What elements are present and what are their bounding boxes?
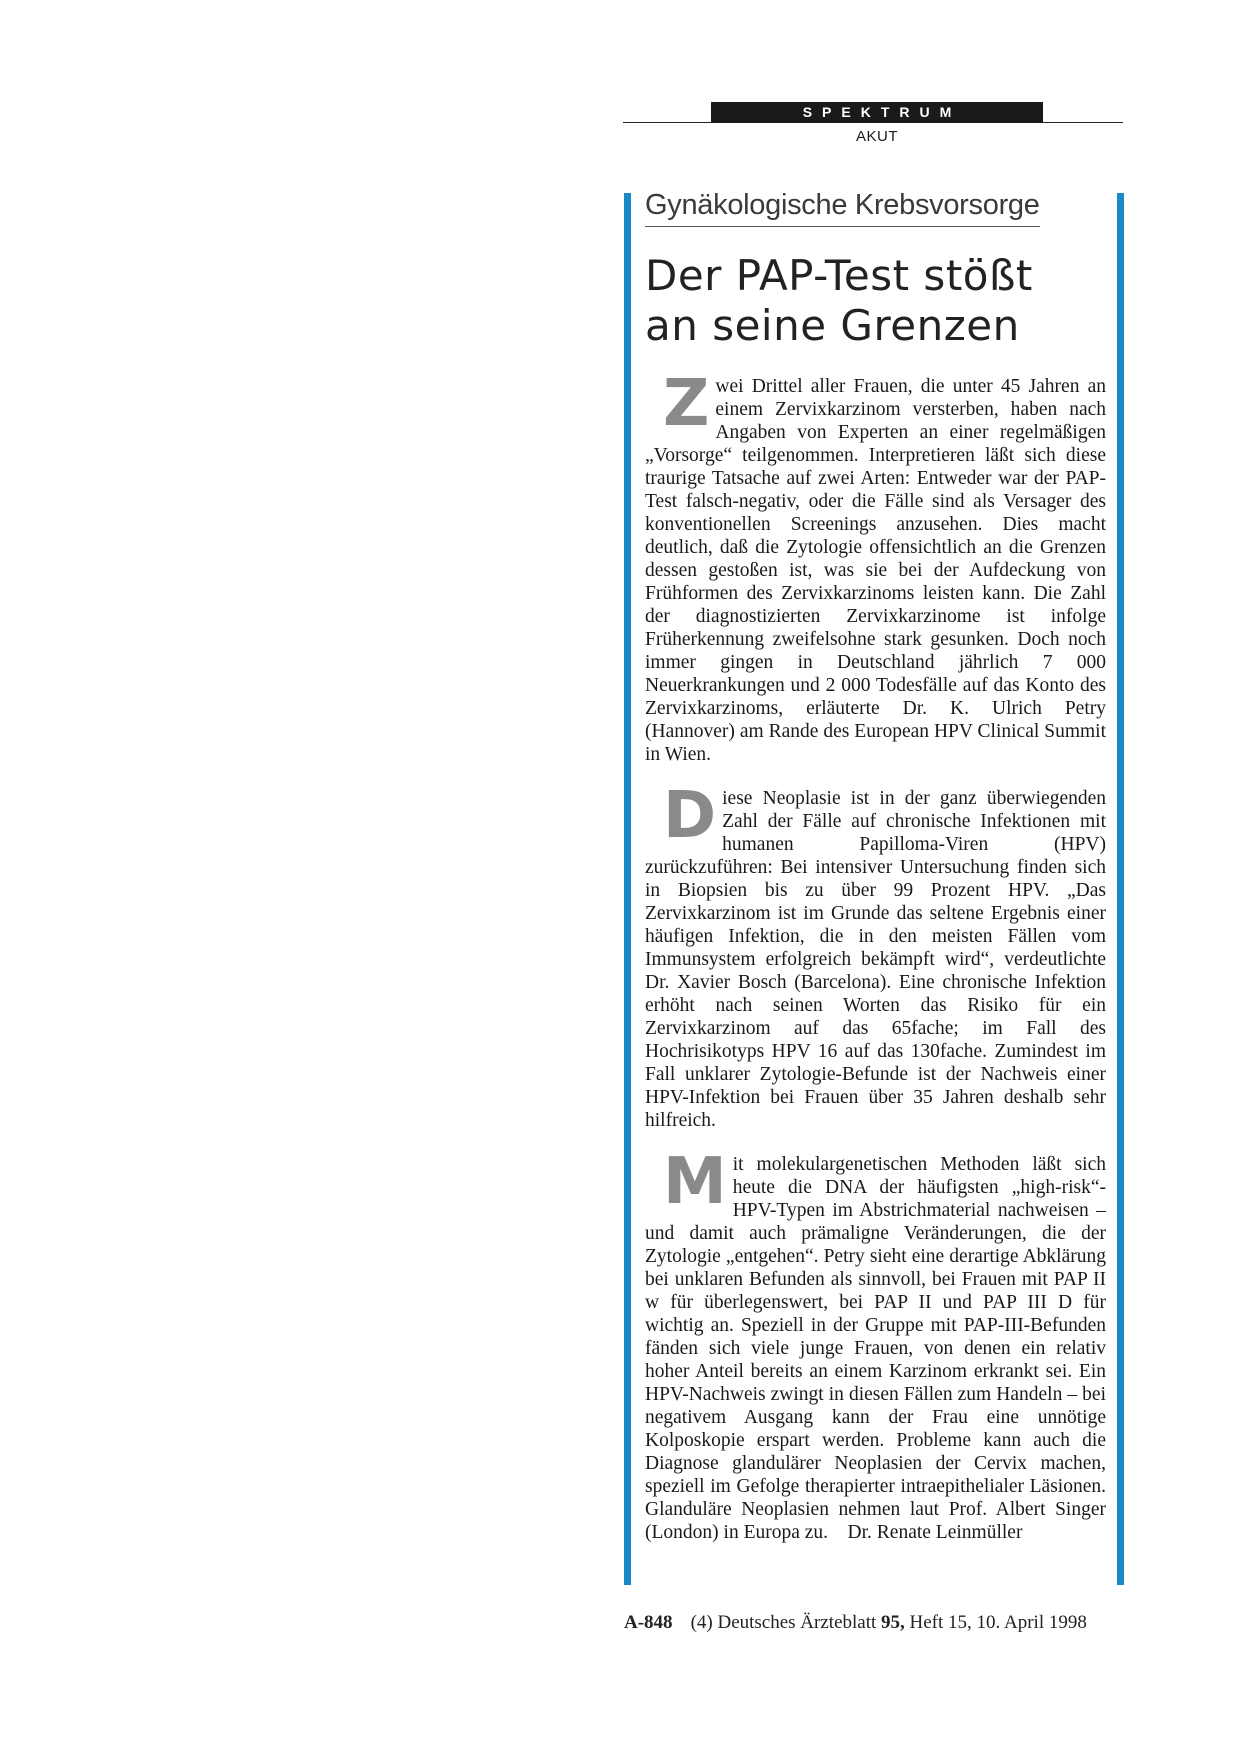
drop-cap: Z	[663, 367, 710, 441]
volume-number: 95,	[881, 1612, 905, 1633]
article-content	[645, 189, 1106, 1565]
author-name: Dr. Renate Leinmüller	[847, 1522, 1023, 1543]
accent-bar-right	[1117, 193, 1124, 1585]
article	[624, 189, 1124, 1585]
issue-suffix: Heft 15, 10. April 1998	[909, 1612, 1087, 1633]
accent-bar-left	[624, 193, 631, 1585]
article-kicker: Gynäkologische Krebsvorsorge	[645, 189, 1040, 227]
paragraph-2	[645, 779, 1106, 1132]
page-number: A-848	[624, 1612, 673, 1633]
drop-cap: D	[663, 779, 717, 853]
paragraph-3	[645, 1145, 1106, 1544]
drop-cap: M	[663, 1145, 727, 1219]
paragraph-text: it molekulargenetischen Methoden läßt sich heute die DNA der häufigsten „high-risk“-HPV-Typen im Abstrichmaterial nachweisen – und damit auch prämaligne Veränderungen, die der Zytologie „entgehen“. Petry sieht eine derartige Abklärung bei unklaren Befunden als sinnvoll, bei Frauen mit PAP II w für überlegenswert, bei PAP II und PAP III D für wichtig an. Speziell in der Gruppe mit PAP-III-Befunden fänden sich viele junge Frauen, von denen ein relativ hoher Anteil bereits an einem Karzinom erkrankt sei. Ein HPV-Nachweis zwingt in diesen Fällen zum Handeln – bei negativem Ausgang kann der Frau eine unnötige Kolposkopie erspart werden. Probleme kann auch die Diagnose glandulärer Neoplasien der Cervix machen, speziell im Gefolge therapierter intraepithelialer Läsionen. Glanduläre Neoplasien nehmen laut Prof. Albert Singer (London) in Europa zu.	[645, 1154, 1106, 1543]
issue-prefix: (4) Deutsches Ärzteblatt	[690, 1612, 877, 1633]
article-headline	[645, 251, 1106, 351]
paragraph-1	[645, 367, 1106, 766]
subsection-label: AKUT	[855, 128, 898, 145]
paragraph-text: wei Drittel aller Frauen, die unter 45 Jahren an einem Zervixkarzinom versterben, haben nach Angaben von Experten an einer regelmäßigen „Vorsorge“ teilgenommen. Interpretieren läßt sich diese traurige Tatsache auf zwei Arten: Entweder war der PAP-Test falsch-negativ, oder die Fälle sind als Versager des konventionellen Screenings anzusehen. Dies macht deutlich, daß die Zytologie offensichtlich an die Grenzen dessen gestoßen ist, was sie bei der Aufdeckung von Frühformen des Zervixkarzinoms leisten kann. Die Zahl der diagnostizierten Zervixkarzinome ist infolge Früherkennung zweifelsohne stark gesunken. Doch noch immer gingen in Deutschland jährlich 7 000 Neuerkrankungen und 2 000 Todesfälle auf das Konto des Zervixkarzinoms, erläuterte Dr. K. Ulrich Petry (Hannover) am Rande des European HPV Clinical Summit in Wien.	[645, 376, 1106, 765]
page-footer	[624, 1612, 1124, 1634]
section-label: SPEKTRUM	[711, 102, 1043, 123]
paragraph-text: iese Neoplasie ist in der ganz überwiegenden Zahl der Fälle auf chronische Infektionen mit humanen Papilloma-Viren (HPV) zurückzuführen: Bei intensiver Untersuchung finden sich in Biopsien bis zu über 99 Prozent HPV. „Das Zervixkarzinom ist im Grunde das seltene Ergebnis einer häufigen Infektion, die in den meisten Fällen vom Immunsystem erfolgreich bekämpft wird“, verdeutlichte Dr. Xavier Bosch (Barcelona). Eine chronische Infektion erhöht nach seinen Worten das Risiko für ein Zervixkarzinom auf das 65fache; im Fall des Hochrisikotyps HPV 16 auf das 130fache. Zumindest im Fall unklarer Zytologie-Befunde ist der Nachweis einer HPV-Infektion bei Frauen über 35 Jahren deshalb sehr hilfreich.	[645, 788, 1106, 1131]
headline-line-2: an seine Grenzen	[645, 301, 1020, 350]
headline-line-1: Der PAP-Test stößt	[645, 251, 1033, 300]
